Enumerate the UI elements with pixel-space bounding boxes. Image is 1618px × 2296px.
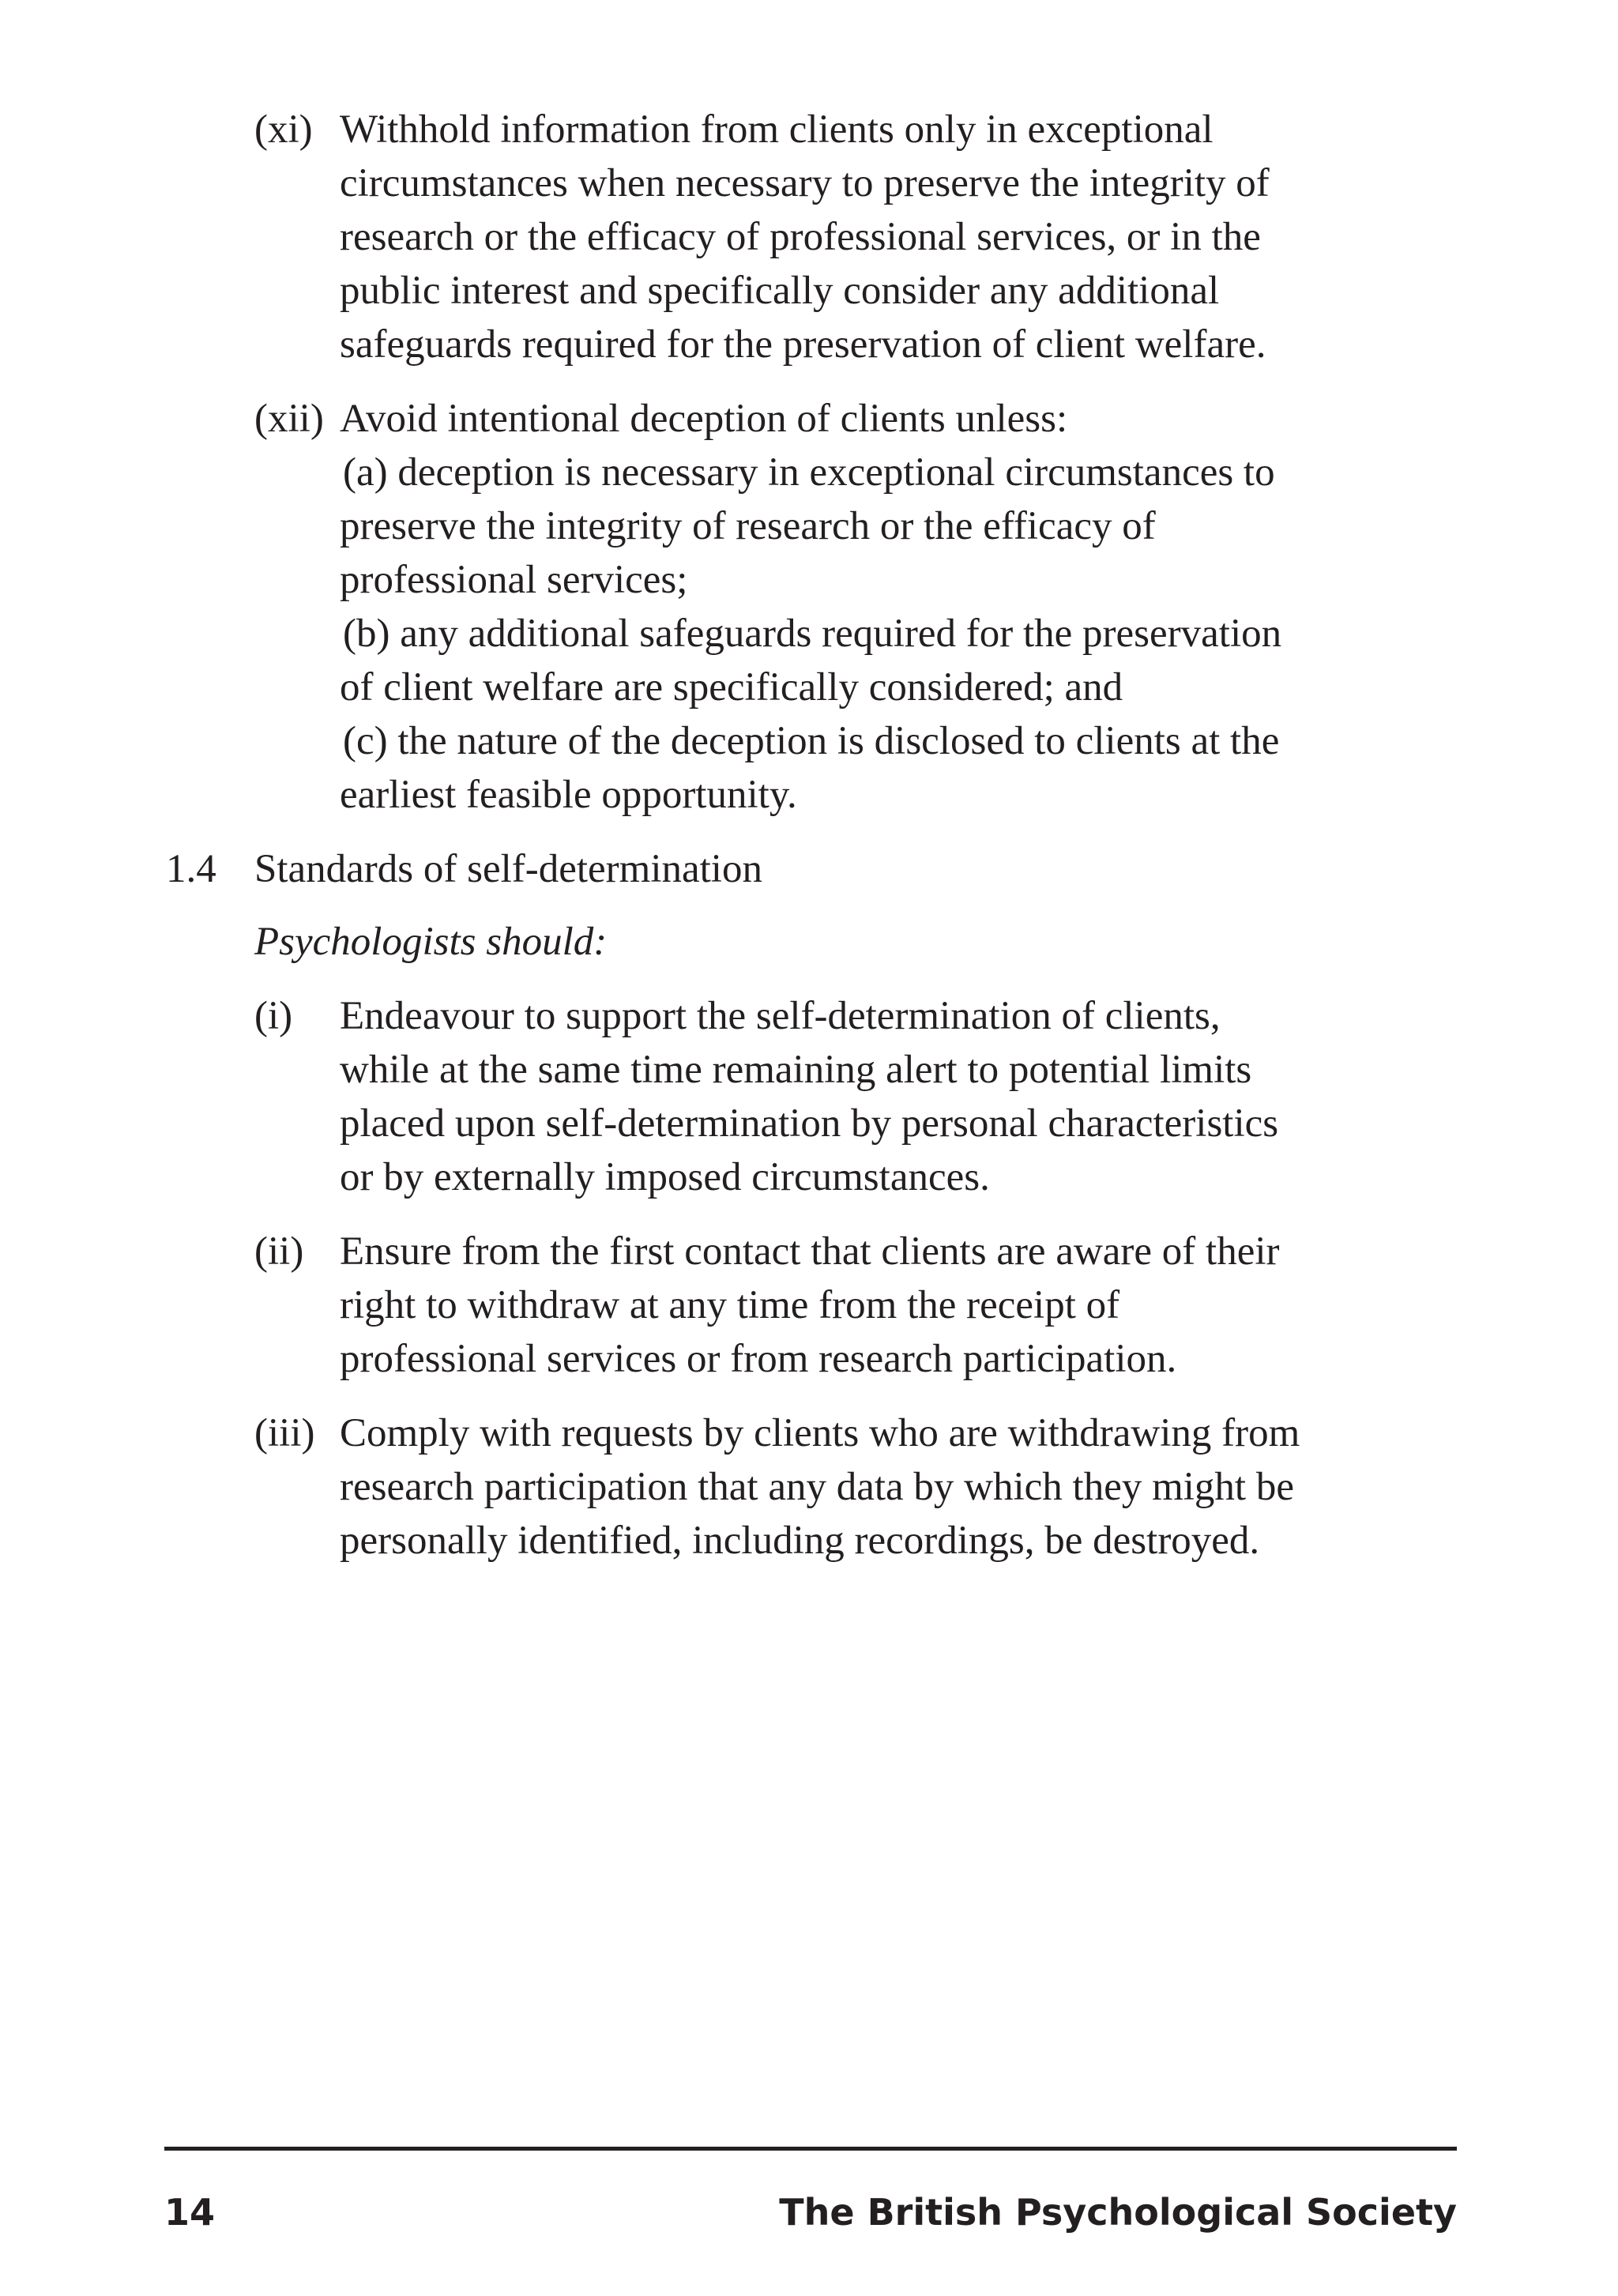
- item-number: (ii): [254, 1229, 304, 1274]
- subitem-line: preserve the integrity of research or the efficacy of: [340, 504, 1156, 548]
- item-line: placed upon self-determination by personal characteristics: [340, 1101, 1279, 1146]
- subitem-line: the nature of the deception is disclosed to clients at the: [397, 719, 1280, 763]
- item-number: (iii): [254, 1411, 315, 1455]
- item-line: Ensure from the first contact that clients are aware of their: [340, 1229, 1280, 1274]
- item-line: while at the same time remaining alert to potential limits: [340, 1048, 1252, 1092]
- item-line: Endeavour to support the self-determination of clients,: [340, 994, 1221, 1038]
- subitem-line: of client welfare are specifically considered; and: [340, 665, 1123, 710]
- subitem-label: (c): [343, 719, 388, 763]
- item-line: Withhold information from clients only in exceptional: [340, 107, 1214, 152]
- subitem-b: [340, 607, 1462, 661]
- subitem-line: any additional safeguards required for the preservation: [400, 612, 1282, 656]
- item-line: safeguards required for the preservation of client welfare.: [340, 322, 1266, 367]
- item-number: (xi): [254, 107, 313, 152]
- item-line: Comply with requests by clients who are withdrawing from: [340, 1411, 1300, 1455]
- item-lead: Avoid intentional deception of clients unless:: [340, 397, 1068, 441]
- item-line: personally identified, including recordings, be destroyed.: [340, 1519, 1260, 1563]
- item-line: or by externally imposed circumstances.: [340, 1155, 990, 1199]
- list-item-xii: [0, 392, 1462, 822]
- section-number: 1.4: [166, 847, 216, 891]
- item-line: research or the efficacy of professional services, or in the: [340, 215, 1261, 259]
- footer-divider: [164, 2147, 1457, 2151]
- list-item-i: [0, 989, 1462, 1204]
- subitem-line: deception is necessary in exceptional circumstances to: [397, 450, 1275, 495]
- item-number: (i): [254, 994, 293, 1038]
- section-heading: [0, 842, 1618, 896]
- list-item-xi: [0, 103, 1462, 371]
- page-number: 14: [164, 2191, 216, 2234]
- list-item-ii: [0, 1225, 1462, 1386]
- item-line: professional services or from research participation.: [340, 1337, 1177, 1381]
- item-line: public interest and specifically consider any additional: [340, 269, 1220, 313]
- item-line: right to withdraw at any time from the receipt of: [340, 1283, 1120, 1327]
- page-content: [0, 103, 1618, 1588]
- subitem-label: (b): [343, 612, 390, 656]
- item-line: research participation that any data by which they might be: [340, 1465, 1294, 1509]
- subitem-label: (a): [343, 450, 388, 495]
- section-intro: Psychologists should:: [254, 920, 608, 964]
- list-item-iii: [0, 1406, 1462, 1568]
- subitem-a: [340, 446, 1462, 499]
- subitem-line: earliest feasible opportunity.: [340, 773, 797, 817]
- item-line: circumstances when necessary to preserve the integrity of: [340, 161, 1270, 205]
- subitem-c: [340, 714, 1462, 768]
- subitem-line: professional services;: [340, 558, 688, 602]
- section-title: Standards of self-determination: [254, 847, 762, 891]
- item-number: (xii): [254, 397, 324, 441]
- publisher-name: The British Psychological Society: [779, 2191, 1457, 2234]
